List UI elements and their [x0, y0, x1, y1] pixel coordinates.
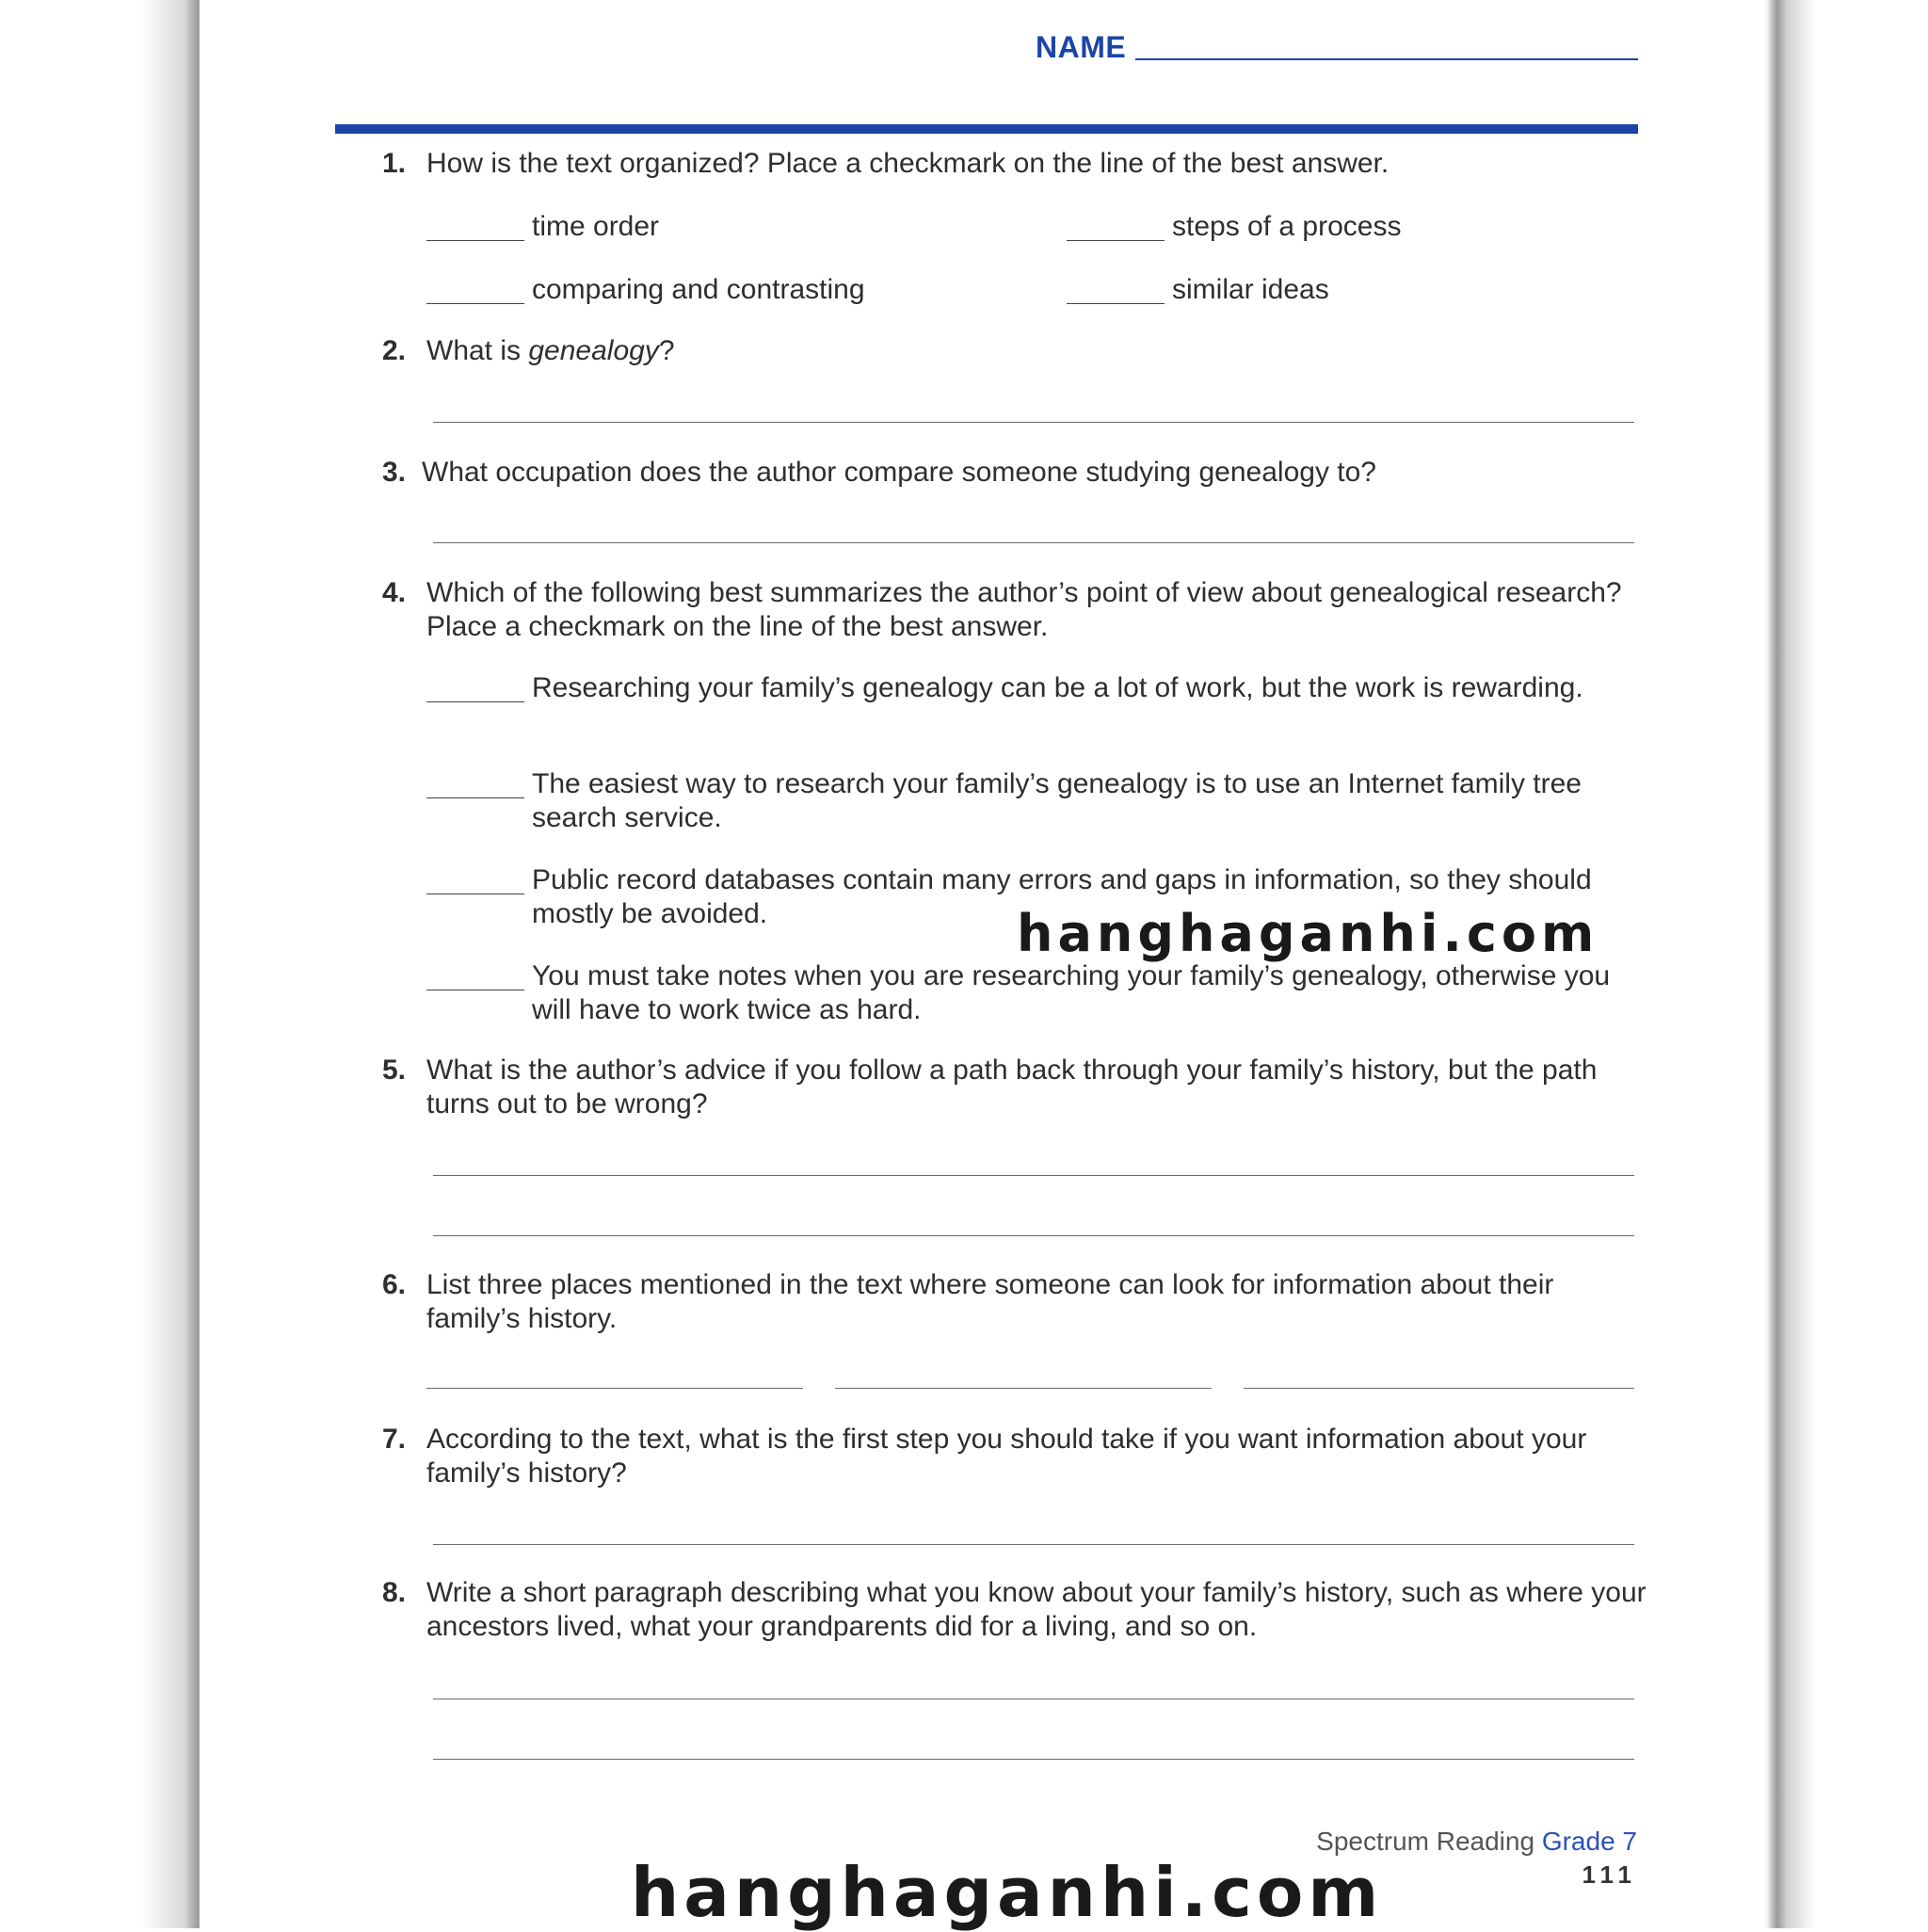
answer-line[interactable] [433, 422, 1634, 423]
question-number: 8. [382, 1577, 407, 1608]
answer-blank[interactable] [1067, 240, 1165, 241]
answer-line-place-1[interactable] [426, 1388, 803, 1389]
header-rule [335, 124, 1638, 134]
answer-blank[interactable] [426, 797, 524, 798]
answer-blank[interactable] [426, 701, 524, 702]
question-text: What occupation does the author compare someone studying genealogy to? [422, 457, 1376, 488]
name-field[interactable] [1135, 58, 1638, 60]
answer-line[interactable] [433, 1235, 1634, 1236]
question-number: 5. [382, 1055, 407, 1086]
answer-line-place-2[interactable] [835, 1388, 1212, 1389]
question-text: Write a short paragraph describing what you know about your family’s history, such as where your ancestors lived, what your grandparents did for a living, and so on. [426, 1577, 1647, 1642]
answer-line-place-3[interactable] [1244, 1388, 1634, 1389]
answer-line[interactable] [433, 1544, 1634, 1545]
question-number: 2. [382, 335, 407, 366]
page-shadow-left [0, 0, 207, 1928]
question-text: List three places mentioned in the text where someone can look for information about their family’s history. [426, 1269, 1554, 1334]
question-text: What is the author’s advice if you follow a path back through your family’s history, but the path turns out to be wrong? [426, 1055, 1598, 1119]
question-text: How is the text organized? Place a checkmark on the line of the best answer. [426, 148, 1390, 179]
question-number: 3. [382, 457, 407, 488]
footer-series: Spectrum Reading Grade 7 [1316, 1827, 1637, 1856]
footer-grade: Grade 7 [1541, 1827, 1637, 1856]
watermark: hanghaganhi.com [1017, 904, 1599, 963]
answer-blank[interactable] [1067, 303, 1165, 304]
question-number: 7. [382, 1424, 407, 1455]
question-number: 6. [382, 1269, 407, 1300]
question-number: 1. [382, 148, 407, 179]
answer-blank[interactable] [426, 240, 524, 241]
question-number: 4. [382, 577, 407, 608]
answer-line[interactable] [433, 1175, 1634, 1176]
question-text: According to the text, what is the first step you should take if you want information about your family’s history? [426, 1424, 1587, 1489]
page-number: 111 [1582, 1860, 1637, 1889]
answer-blank[interactable] [426, 303, 524, 304]
watermark: hanghaganhi.com [631, 1853, 1384, 1932]
answer-line[interactable] [433, 1759, 1634, 1760]
question-text: Which of the following best summarizes the author’s point of view about genealogical research? Place a checkmark on the line of the best answer. [426, 577, 1622, 642]
question-text: What is genealogy? [426, 335, 675, 366]
answer-line[interactable] [433, 542, 1634, 543]
name-label: NAME [1036, 30, 1127, 64]
